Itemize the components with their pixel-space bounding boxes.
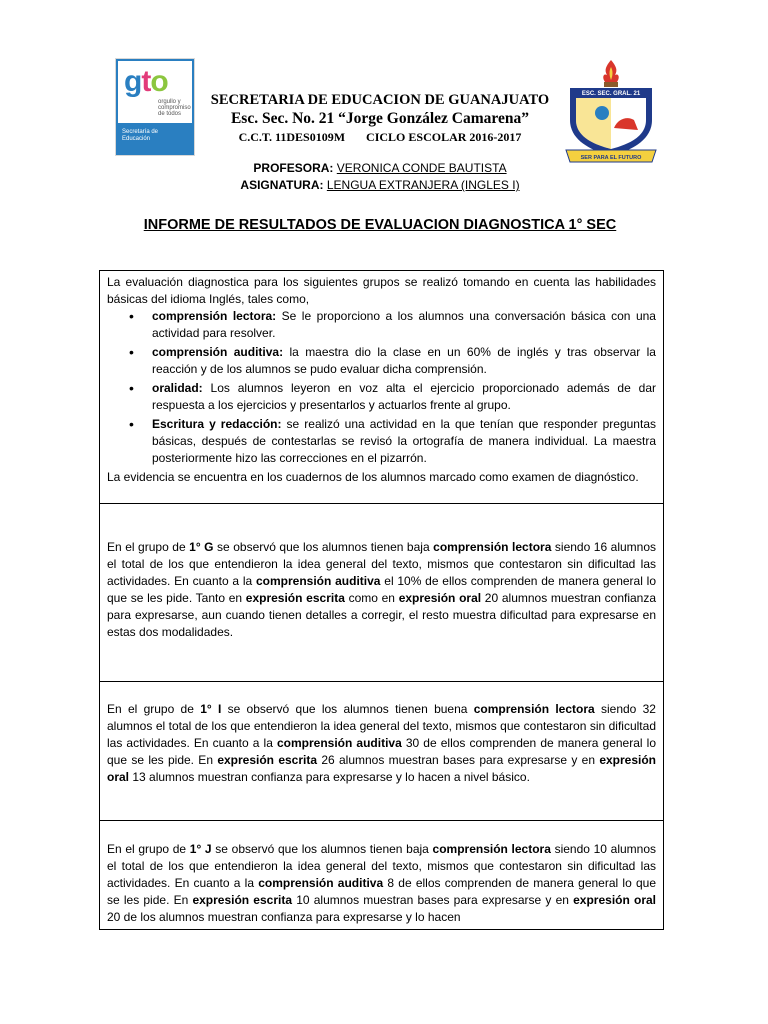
skill-name: Escritura y redacción: (152, 417, 282, 431)
group-text: el 10% de ellos comprenden de manera general lo que se les pide. Tanto en (107, 574, 657, 605)
intro-box (99, 270, 664, 504)
gto-letter-o: o (150, 65, 168, 98)
globe-icon (595, 106, 609, 120)
skill-desc: se realizó una actividad en la que tenían que responder preguntas básicas, después de contestarlas se revisó la ortografía de manera individual. La maestra posteriormente hizo las correcciones en el pizarrón. (152, 417, 656, 465)
subject-value: LENGUA EXTRANJERA (INGLES I) (326, 178, 520, 192)
intro-text: La evaluación diagnostica para los siguientes grupos se realizó tomando en cuenta las habilidades básicas del idioma Inglés, tales como, (107, 275, 656, 306)
header-ciclo: CICLO ESCOLAR 2016-2017 (366, 130, 522, 144)
group-text: 26 alumnos muestran bases para expresarse y en (317, 753, 600, 767)
subject-label: ASIGNATURA: (240, 178, 324, 192)
group-j-text (107, 841, 656, 926)
skill-name: oralidad: (152, 381, 203, 395)
evidence-text: La evidencia se encuentra en los cuadernos de los alumnos marcado como examen de diagnóstico. (107, 470, 639, 484)
skill-item (152, 308, 656, 342)
group-text: En el grupo de (107, 540, 190, 554)
group-g-box (99, 503, 664, 682)
gto-department (122, 129, 158, 143)
gto-slogan (158, 99, 191, 117)
skill-item (152, 380, 656, 414)
gto-logo (115, 58, 195, 156)
group-text: 20 alumnos muestran confianza para expresarse, aun cuando tienen detalles a corregir, el resto muestra dificultad para expresarse en estas dos modalidades. (107, 591, 657, 639)
teacher-label: PROFESORA: (253, 161, 334, 175)
group-text: 20 de los alumnos muestran confianza para expresarse y lo hacen (107, 910, 461, 924)
report-title: INFORME DE RESULTADOS DE EVALUACION DIAGNOSTICA 1° SEC (143, 217, 617, 233)
group-text: 10 alumnos muestran bases para expresarse y en (292, 893, 574, 907)
school-crest-logo (562, 58, 660, 168)
torch-base-icon (604, 82, 618, 87)
group-text-bold: comprensión auditiva (276, 736, 402, 750)
group-text-bold: 1° G (189, 540, 214, 554)
gto-department-line: Secretaría de (122, 129, 159, 135)
group-text-bold: expresión oral (398, 591, 482, 605)
skill-item (152, 416, 656, 467)
group-i-text (107, 701, 656, 786)
gto-letter-g: g (124, 65, 142, 98)
group-text: se observó que los alumnos tienen baja (213, 540, 434, 554)
group-j-box (99, 820, 664, 930)
header-cct-ciclo (195, 130, 565, 145)
group-text: se observó que los alumnos tienen buena (221, 702, 474, 716)
teacher-value: VERONICA CONDE BAUTISTA (336, 161, 507, 175)
group-text-bold: expresión escrita (245, 591, 345, 605)
gto-slogan-line: de todos (158, 111, 182, 117)
crest-top-text: ESC. SEC. GRAL. 21 (581, 91, 641, 97)
group-text: 8 de ellos comprenden de manera general lo que se les pide. En (107, 876, 656, 907)
subject-line (195, 178, 565, 192)
gto-department-line: Educación (122, 136, 151, 142)
header-cct: C.C.T. 11DES0109M (238, 130, 346, 144)
header-secretaria: SECRETARIA DE EDUCACION DE GUANAJUATO (210, 92, 550, 108)
gto-logo-wordmark (124, 65, 168, 99)
teacher-line (195, 161, 565, 175)
group-text: siendo 16 alumnos el total de los que entendieron la idea general del texto, mismos que contestaron sin dificultad las actividades. En cuanto a la (107, 540, 657, 588)
group-text: siendo 32 alumnos el total de los que entendieron la idea general del texto, mismos que contestaron sin dificultad las actividades. En cuanto a la (107, 702, 656, 750)
gto-slogan-line: compromiso (158, 105, 191, 111)
group-text-bold: 1° J (189, 842, 212, 856)
group-text: En el grupo de (107, 842, 190, 856)
group-text: siendo 10 alumnos el total de los que entendieron la idea general del texto, mismos que contestaron sin dificultad las actividades. En cuanto a la (107, 842, 657, 890)
skill-name: comprensión auditiva: (152, 345, 284, 359)
group-text-bold: expresión oral (107, 753, 657, 784)
group-text: En el grupo de (107, 702, 201, 716)
group-text-bold: comprensión auditiva (258, 876, 384, 890)
skills-list (107, 308, 656, 467)
group-text: 13 alumnos muestran confianza para expresarse y lo hacen a nivel básico. (129, 770, 530, 784)
group-text-bold: comprensión lectora (432, 842, 551, 856)
header-school-name: Esc. Sec. No. 21 “Jorge González Camarena” (230, 110, 530, 127)
group-i-box (99, 681, 664, 821)
gto-letter-t: t (141, 65, 151, 98)
group-g-text (107, 539, 656, 641)
group-text-bold: 1° I (200, 702, 222, 716)
gto-slogan-line: orgullo y (158, 99, 181, 105)
skill-name: comprensión lectora: (152, 309, 277, 323)
group-text: como en (344, 591, 399, 605)
group-text: 30 de ellos comprenden de manera general lo que se les pide. En (107, 736, 657, 767)
group-text-bold: expresión escrita (217, 753, 318, 767)
group-text-bold: expresión oral (573, 893, 657, 907)
skill-desc: Los alumnos leyeron en voz alta el ejercicio proporcionado además de dar respuesta a los ejercicios y presentarlos y actuarlos frente al grupo. (152, 381, 656, 412)
skill-desc: la maestra dio la clase en un 60% de inglés y tras observar la reacción y de los alumnos se pudo evaluar dicha comprensión. (152, 345, 656, 376)
group-text-bold: comprensión lectora (433, 540, 552, 554)
group-text-bold: comprensión lectora (473, 702, 595, 716)
group-text-bold: comprensión auditiva (256, 574, 381, 588)
group-text-bold: expresión escrita (192, 893, 293, 907)
crest-ribbon-text: SER PARA EL FUTURO (580, 155, 642, 161)
gto-logo-top (118, 61, 192, 123)
skill-desc: Se le proporciono a los alumnos una conversación básica con una actividad para resolver. (152, 309, 656, 340)
group-text: se observó que los alumnos tienen baja (211, 842, 433, 856)
skill-item (152, 344, 656, 378)
